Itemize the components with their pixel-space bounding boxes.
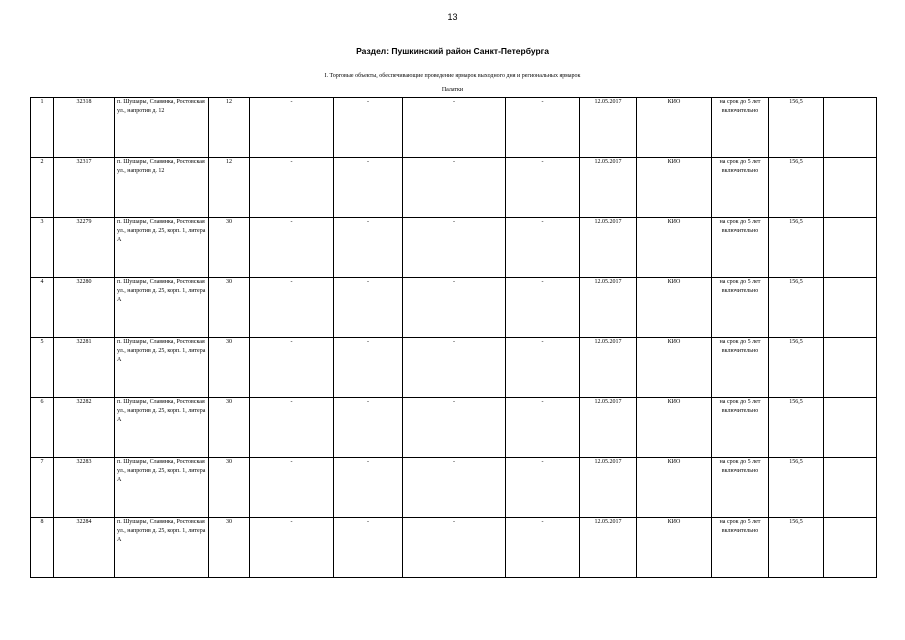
cell-row-number: 1	[31, 98, 54, 158]
cell-value: 156,5	[769, 218, 824, 278]
cell-value: 156,5	[769, 338, 824, 398]
cell-empty-field-2: -	[334, 338, 403, 398]
cell-value: 156,5	[769, 458, 824, 518]
cell-blank-cell	[824, 278, 877, 338]
cell-object-id: 32283	[54, 458, 115, 518]
cell-empty-field-2: -	[334, 278, 403, 338]
cell-organization: КИО	[637, 278, 712, 338]
cell-object-id: 32279	[54, 218, 115, 278]
cell-empty-field-4: -	[506, 458, 580, 518]
cell-empty-field-2: -	[334, 158, 403, 218]
cell-empty-field-3: -	[403, 518, 506, 578]
cell-empty-field-4: -	[506, 158, 580, 218]
cell-value: 156,5	[769, 158, 824, 218]
cell-area: 12	[209, 158, 250, 218]
cell-term: на срок до 5 лет включительно	[712, 398, 769, 458]
cell-term: на срок до 5 лет включительно	[712, 98, 769, 158]
cell-empty-field-1: -	[250, 218, 334, 278]
cell-organization: КИО	[637, 218, 712, 278]
cell-empty-field-1: -	[250, 98, 334, 158]
cell-empty-field-1: -	[250, 518, 334, 578]
cell-organization: КИО	[637, 398, 712, 458]
table-row	[31, 278, 877, 338]
cell-term: на срок до 5 лет включительно	[712, 278, 769, 338]
table-row	[31, 398, 877, 458]
objects-table	[30, 97, 877, 578]
table-row	[31, 98, 877, 158]
table-body	[31, 98, 877, 578]
cell-object-id: 32280	[54, 278, 115, 338]
cell-empty-field-4: -	[506, 278, 580, 338]
cell-address: п. Шушары, Славянка, Ростовская ул., напротив д. 25, корп. 1, литера А	[115, 338, 209, 398]
cell-term: на срок до 5 лет включительно	[712, 458, 769, 518]
cell-address: п. Шушары, Славянка, Ростовская ул., напротив д. 25, корп. 1, литера А	[115, 398, 209, 458]
table-row	[31, 518, 877, 578]
cell-date: 12.05.2017	[580, 98, 637, 158]
cell-term: на срок до 5 лет включительно	[712, 158, 769, 218]
cell-empty-field-3: -	[403, 338, 506, 398]
cell-empty-field-4: -	[506, 98, 580, 158]
cell-empty-field-4: -	[506, 518, 580, 578]
section-title: Раздел: Пушкинский район Санкт-Петербурга	[356, 46, 549, 56]
cell-date: 12.05.2017	[580, 278, 637, 338]
cell-organization: КИО	[637, 338, 712, 398]
table-row	[31, 218, 877, 278]
cell-address: п. Шушары, Славянка, Ростовская ул., напротив д. 25, корп. 1, литера А	[115, 278, 209, 338]
cell-empty-field-4: -	[506, 218, 580, 278]
cell-area: 30	[209, 278, 250, 338]
cell-address: п. Шушары, Славянка, Ростовская ул., напротив д. 25, корп. 1, литера А	[115, 218, 209, 278]
cell-empty-field-2: -	[334, 98, 403, 158]
cell-object-id: 32281	[54, 338, 115, 398]
cell-value: 156,5	[769, 398, 824, 458]
cell-term: на срок до 5 лет включительно	[712, 518, 769, 578]
cell-organization: КИО	[637, 458, 712, 518]
cell-blank-cell	[824, 458, 877, 518]
cell-empty-field-1: -	[250, 398, 334, 458]
cell-empty-field-3: -	[403, 158, 506, 218]
cell-row-number: 3	[31, 218, 54, 278]
cell-row-number: 8	[31, 518, 54, 578]
cell-object-id: 32318	[54, 98, 115, 158]
page-number: 13	[447, 12, 458, 22]
cell-date: 12.05.2017	[580, 158, 637, 218]
cell-empty-field-2: -	[334, 398, 403, 458]
cell-empty-field-1: -	[250, 338, 334, 398]
cell-empty-field-1: -	[250, 278, 334, 338]
cell-row-number: 2	[31, 158, 54, 218]
cell-address: п. Шушары, Славянка, Ростовская ул., напротив д. 12	[115, 158, 209, 218]
cell-term: на срок до 5 лет включительно	[712, 218, 769, 278]
cell-empty-field-3: -	[403, 98, 506, 158]
cell-address: п. Шушары, Славянка, Ростовская ул., напротив д. 25, корп. 1, литера А	[115, 518, 209, 578]
cell-empty-field-3: -	[403, 458, 506, 518]
cell-blank-cell	[824, 98, 877, 158]
cell-organization: КИО	[637, 98, 712, 158]
cell-value: 156,5	[769, 278, 824, 338]
table-row	[31, 338, 877, 398]
cell-area: 12	[209, 98, 250, 158]
cell-organization: КИО	[637, 518, 712, 578]
subtitle: I. Торговые объекты, обеспечивающие проведение ярмарок выходного дня и региональных ярмарок	[324, 73, 581, 79]
cell-value: 156,5	[769, 98, 824, 158]
cell-date: 12.05.2017	[580, 458, 637, 518]
cell-address: п. Шушары, Славянка, Ростовская ул., напротив д. 12	[115, 98, 209, 158]
cell-area: 30	[209, 518, 250, 578]
cell-empty-field-2: -	[334, 518, 403, 578]
cell-row-number: 7	[31, 458, 54, 518]
cell-date: 12.05.2017	[580, 398, 637, 458]
cell-empty-field-3: -	[403, 398, 506, 458]
cell-date: 12.05.2017	[580, 218, 637, 278]
cell-row-number: 4	[31, 278, 54, 338]
cell-term: на срок до 5 лет включительно	[712, 338, 769, 398]
cell-empty-field-1: -	[250, 458, 334, 518]
cell-value: 156,5	[769, 518, 824, 578]
cell-empty-field-2: -	[334, 458, 403, 518]
table-row	[31, 458, 877, 518]
cell-date: 12.05.2017	[580, 518, 637, 578]
cell-organization: КИО	[637, 158, 712, 218]
cell-object-id: 32317	[54, 158, 115, 218]
cell-empty-field-3: -	[403, 218, 506, 278]
cell-blank-cell	[824, 338, 877, 398]
cell-blank-cell	[824, 398, 877, 458]
cell-blank-cell	[824, 518, 877, 578]
cell-area: 30	[209, 218, 250, 278]
table-row	[31, 158, 877, 218]
cell-empty-field-4: -	[506, 398, 580, 458]
cell-date: 12.05.2017	[580, 338, 637, 398]
cell-blank-cell	[824, 218, 877, 278]
sub-subtitle: Палатки	[441, 87, 464, 93]
cell-row-number: 5	[31, 338, 54, 398]
cell-area: 30	[209, 398, 250, 458]
cell-row-number: 6	[31, 398, 54, 458]
cell-empty-field-1: -	[250, 158, 334, 218]
cell-address: п. Шушары, Славянка, Ростовская ул., напротив д. 25, корп. 1, литера А	[115, 458, 209, 518]
cell-empty-field-3: -	[403, 278, 506, 338]
cell-empty-field-4: -	[506, 338, 580, 398]
cell-object-id: 32282	[54, 398, 115, 458]
cell-object-id: 32284	[54, 518, 115, 578]
cell-empty-field-2: -	[334, 218, 403, 278]
cell-blank-cell	[824, 158, 877, 218]
cell-area: 30	[209, 458, 250, 518]
cell-area: 30	[209, 338, 250, 398]
